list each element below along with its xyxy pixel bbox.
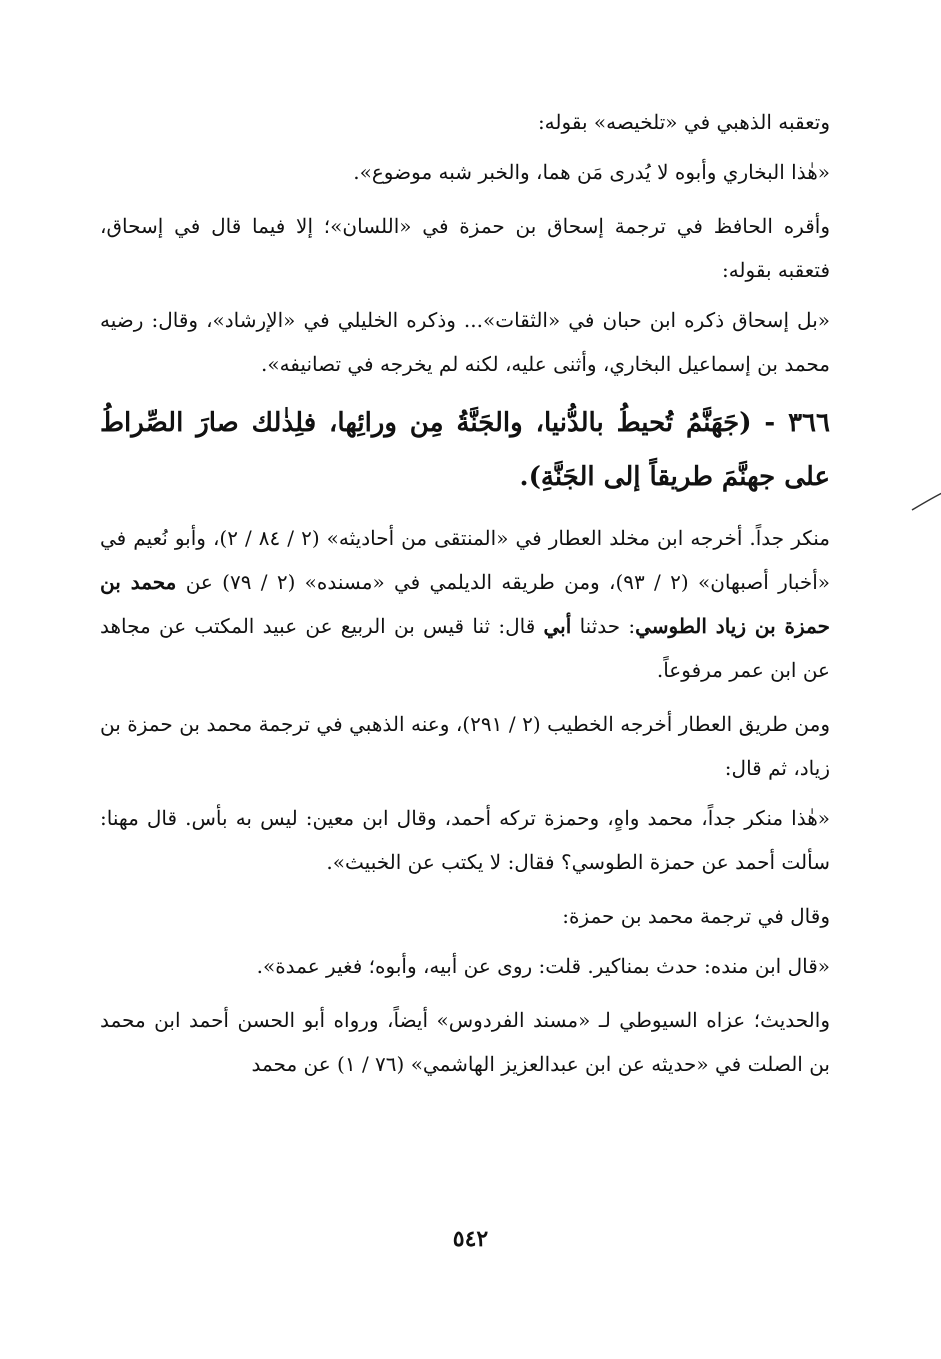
paragraph-hafiz-lisan: وأقره الحافظ في ترجمة إسحاق بن حمزة في «اللسان»؛ إلا فيما قال في إسحاق، فتعقبه بقوله: <box>100 214 830 282</box>
narrator-name: محمد بن حمزة بن زياد الطوسي <box>100 570 830 638</box>
paragraph-takhrij <box>100 516 830 692</box>
page-body <box>100 100 830 1096</box>
paragraph-dhahabi-comment: وتعقبه الذهبي في «تلخيصه» بقوله: <box>537 110 830 134</box>
paragraph-ibn-mandah: «قال ابن منده: حدث بمناكير. قلت: روى عن أبيه، وأبوه؛ فغير عمدة». <box>256 954 830 978</box>
takhrij-text-2: : حدثنا <box>571 614 636 638</box>
margin-pen-mark <box>910 490 941 514</box>
paragraph-suyuti: والحديث؛ عزاه السيوطي لـ «مسند الفردوس» أيضاً، ورواه أبو الحسن أحمد ابن محمد بن الصلت في «حديثه عن ابن عبدالعزيز الهاشمي» (٧٦ / ١) عن محمد <box>100 1008 830 1076</box>
narrator-father: أبي <box>543 614 572 638</box>
paragraph-tarjama: وقال في ترجمة محمد بن حمزة: <box>562 904 830 928</box>
paragraph-dhahabi-verdict: «هٰذا منكر جداً، محمد واهٍ، وحمزة تركه أحمد، وقال ابن معين: ليس به بأس. قال مهنا: سألت أحمد عن حمزة الطوسي؟ فقال: لا يكتب عن الخبيث». <box>100 806 830 874</box>
paragraph-khatib: ومن طريق العطار أخرجه الخطيب (٢ / ٢٩١)، وعنه الذهبي في ترجمة محمد بن حمزة بن زياد، ثم قال: <box>100 712 830 780</box>
takhrij-text-1: منكر جداً. أخرجه ابن مخلد العطار في «المنتقى من أحاديثه» (٢ / ٨٤ / ٢)، وأبو نُعيم في «أخبار أصبهان» (٢ / ٩٣)، ومن طريقه الديلمي في «مسنده» (٢ / ٧٩) عن <box>100 526 831 594</box>
hadith-title: ٣٦٦ - (جَهَنَّمُ تُحيطُ بالدُّنيا، والجَنَّةُ مِن ورائِها، فلِذٰلك صارَ الصِّراطُ على جهنَّمَ طريقاً إلى الجَنَّةِ). <box>100 408 830 492</box>
paragraph-dhahabi-quote: «هٰذا البخاري وأبوه لا يُدرى مَن هما، والخبر شبه موضوع». <box>353 160 830 184</box>
paragraph-ishaq-quote: «بل إسحاق ذكره ابن حبان في «الثقات»... وذكره الخليلي في «الإرشاد»، وقال: رضيه محمد بن إسماعيل البخاري، وأثنى عليه، لكنه لم يخرجه في تصانيفه». <box>100 308 830 376</box>
page-number: ٥٤٢ <box>452 1226 489 1252</box>
takhrij-text-3: قال: ثنا قيس بن الربيع عن عبيد المكتب عن مجاهد عن ابن عمر مرفوعاً. <box>100 614 830 682</box>
